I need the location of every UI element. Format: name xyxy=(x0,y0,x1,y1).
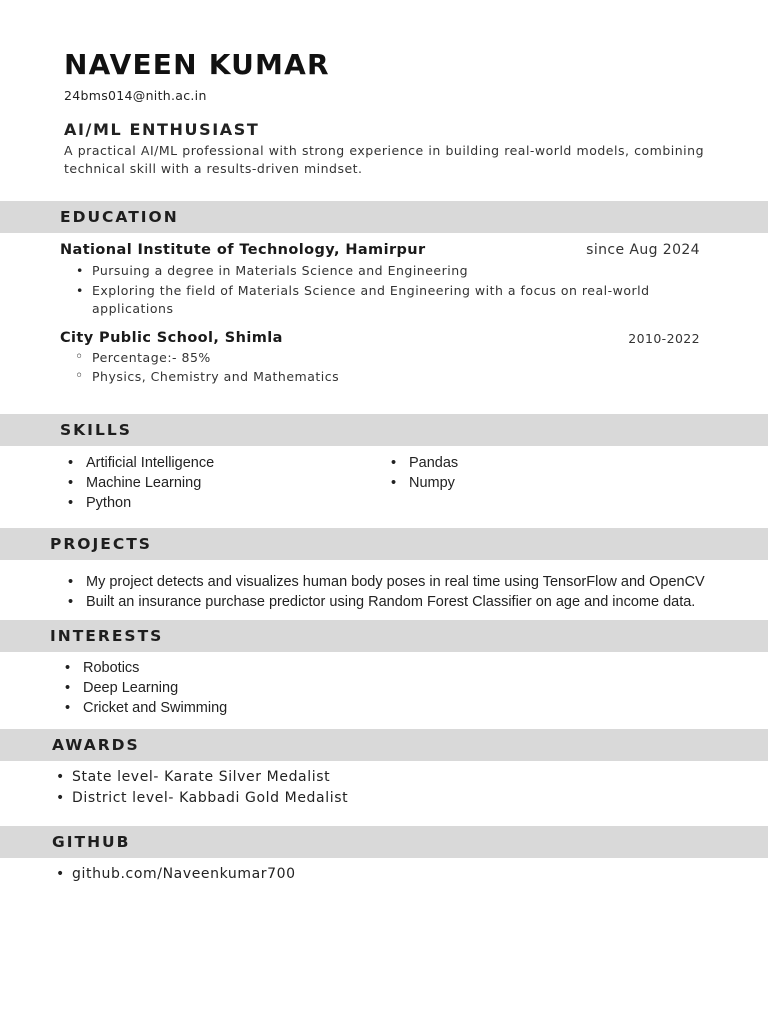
skills-section-header xyxy=(0,414,768,446)
list-item: • State level- Karate Silver Medalist xyxy=(52,767,552,788)
list-item: • Numpy xyxy=(383,473,683,493)
education-points-1 xyxy=(64,262,664,319)
education-section-header xyxy=(0,201,768,233)
list-item: • Artificial Intelligence xyxy=(60,453,360,473)
education-date-2: 2010-2022 xyxy=(628,331,700,346)
list-item: • Machine Learning xyxy=(60,473,360,493)
education-date-1: since Aug 2024 xyxy=(586,242,700,258)
skills-title: SKILLS xyxy=(60,421,132,439)
list-item: ◦ Physics, Chemistry and Mathematics xyxy=(64,368,664,387)
list-item: • Python xyxy=(60,493,360,513)
role-title: AI/ML ENTHUSIAST xyxy=(64,120,260,139)
profile-summary: A practical AI/ML professional with strong experience in building real-world models, combining technical skill with a results-driven mindset. xyxy=(64,143,704,176)
skills-list-right xyxy=(383,453,683,493)
list-item: • Exploring the field of Materials Science and Engineering with a focus on real-world applications xyxy=(64,282,664,319)
interests-section-header xyxy=(0,620,768,652)
list-item: • My project detects and visualizes human body poses in real time using TensorFlow and OpenCV xyxy=(60,572,760,592)
github-section-header xyxy=(0,826,768,858)
projects-section-header xyxy=(0,528,768,560)
candidate-name: NAVEEN KUMAR xyxy=(64,48,330,81)
list-item: • Pandas xyxy=(383,453,683,473)
github-link[interactable]: • github.com/Naveenkumar700 xyxy=(52,864,552,885)
skills-list-left xyxy=(60,453,360,513)
list-item: • Built an insurance purchase predictor using Random Forest Classifier on age and income data. xyxy=(60,592,760,612)
github-title: GITHUB xyxy=(52,833,131,851)
awards-section-header xyxy=(0,729,768,761)
list-item: ◦ Percentage:- 85% xyxy=(64,349,664,368)
education-institution-1: National Institute of Technology, Hamirpur xyxy=(60,242,426,258)
education-title: EDUCATION xyxy=(60,208,179,226)
list-item: • Robotics xyxy=(57,658,457,678)
education-points-2 xyxy=(64,349,664,386)
awards-list xyxy=(52,767,552,808)
list-item: • District level- Kabbadi Gold Medalist xyxy=(52,788,552,809)
email-address[interactable]: 24bms014@nith.ac.in xyxy=(64,88,207,103)
github-list xyxy=(52,864,552,885)
list-item: • Pursuing a degree in Materials Science and Engineering xyxy=(64,262,664,281)
list-item: • Deep Learning xyxy=(57,678,457,698)
education-institution-2: City Public School, Shimla xyxy=(60,330,283,346)
interests-title: INTERESTS xyxy=(50,627,164,645)
projects-title: PROJECTS xyxy=(50,535,152,553)
list-item: • Cricket and Swimming xyxy=(57,698,457,718)
projects-list xyxy=(60,572,760,612)
interests-list xyxy=(57,658,457,718)
awards-title: AWARDS xyxy=(52,736,140,754)
